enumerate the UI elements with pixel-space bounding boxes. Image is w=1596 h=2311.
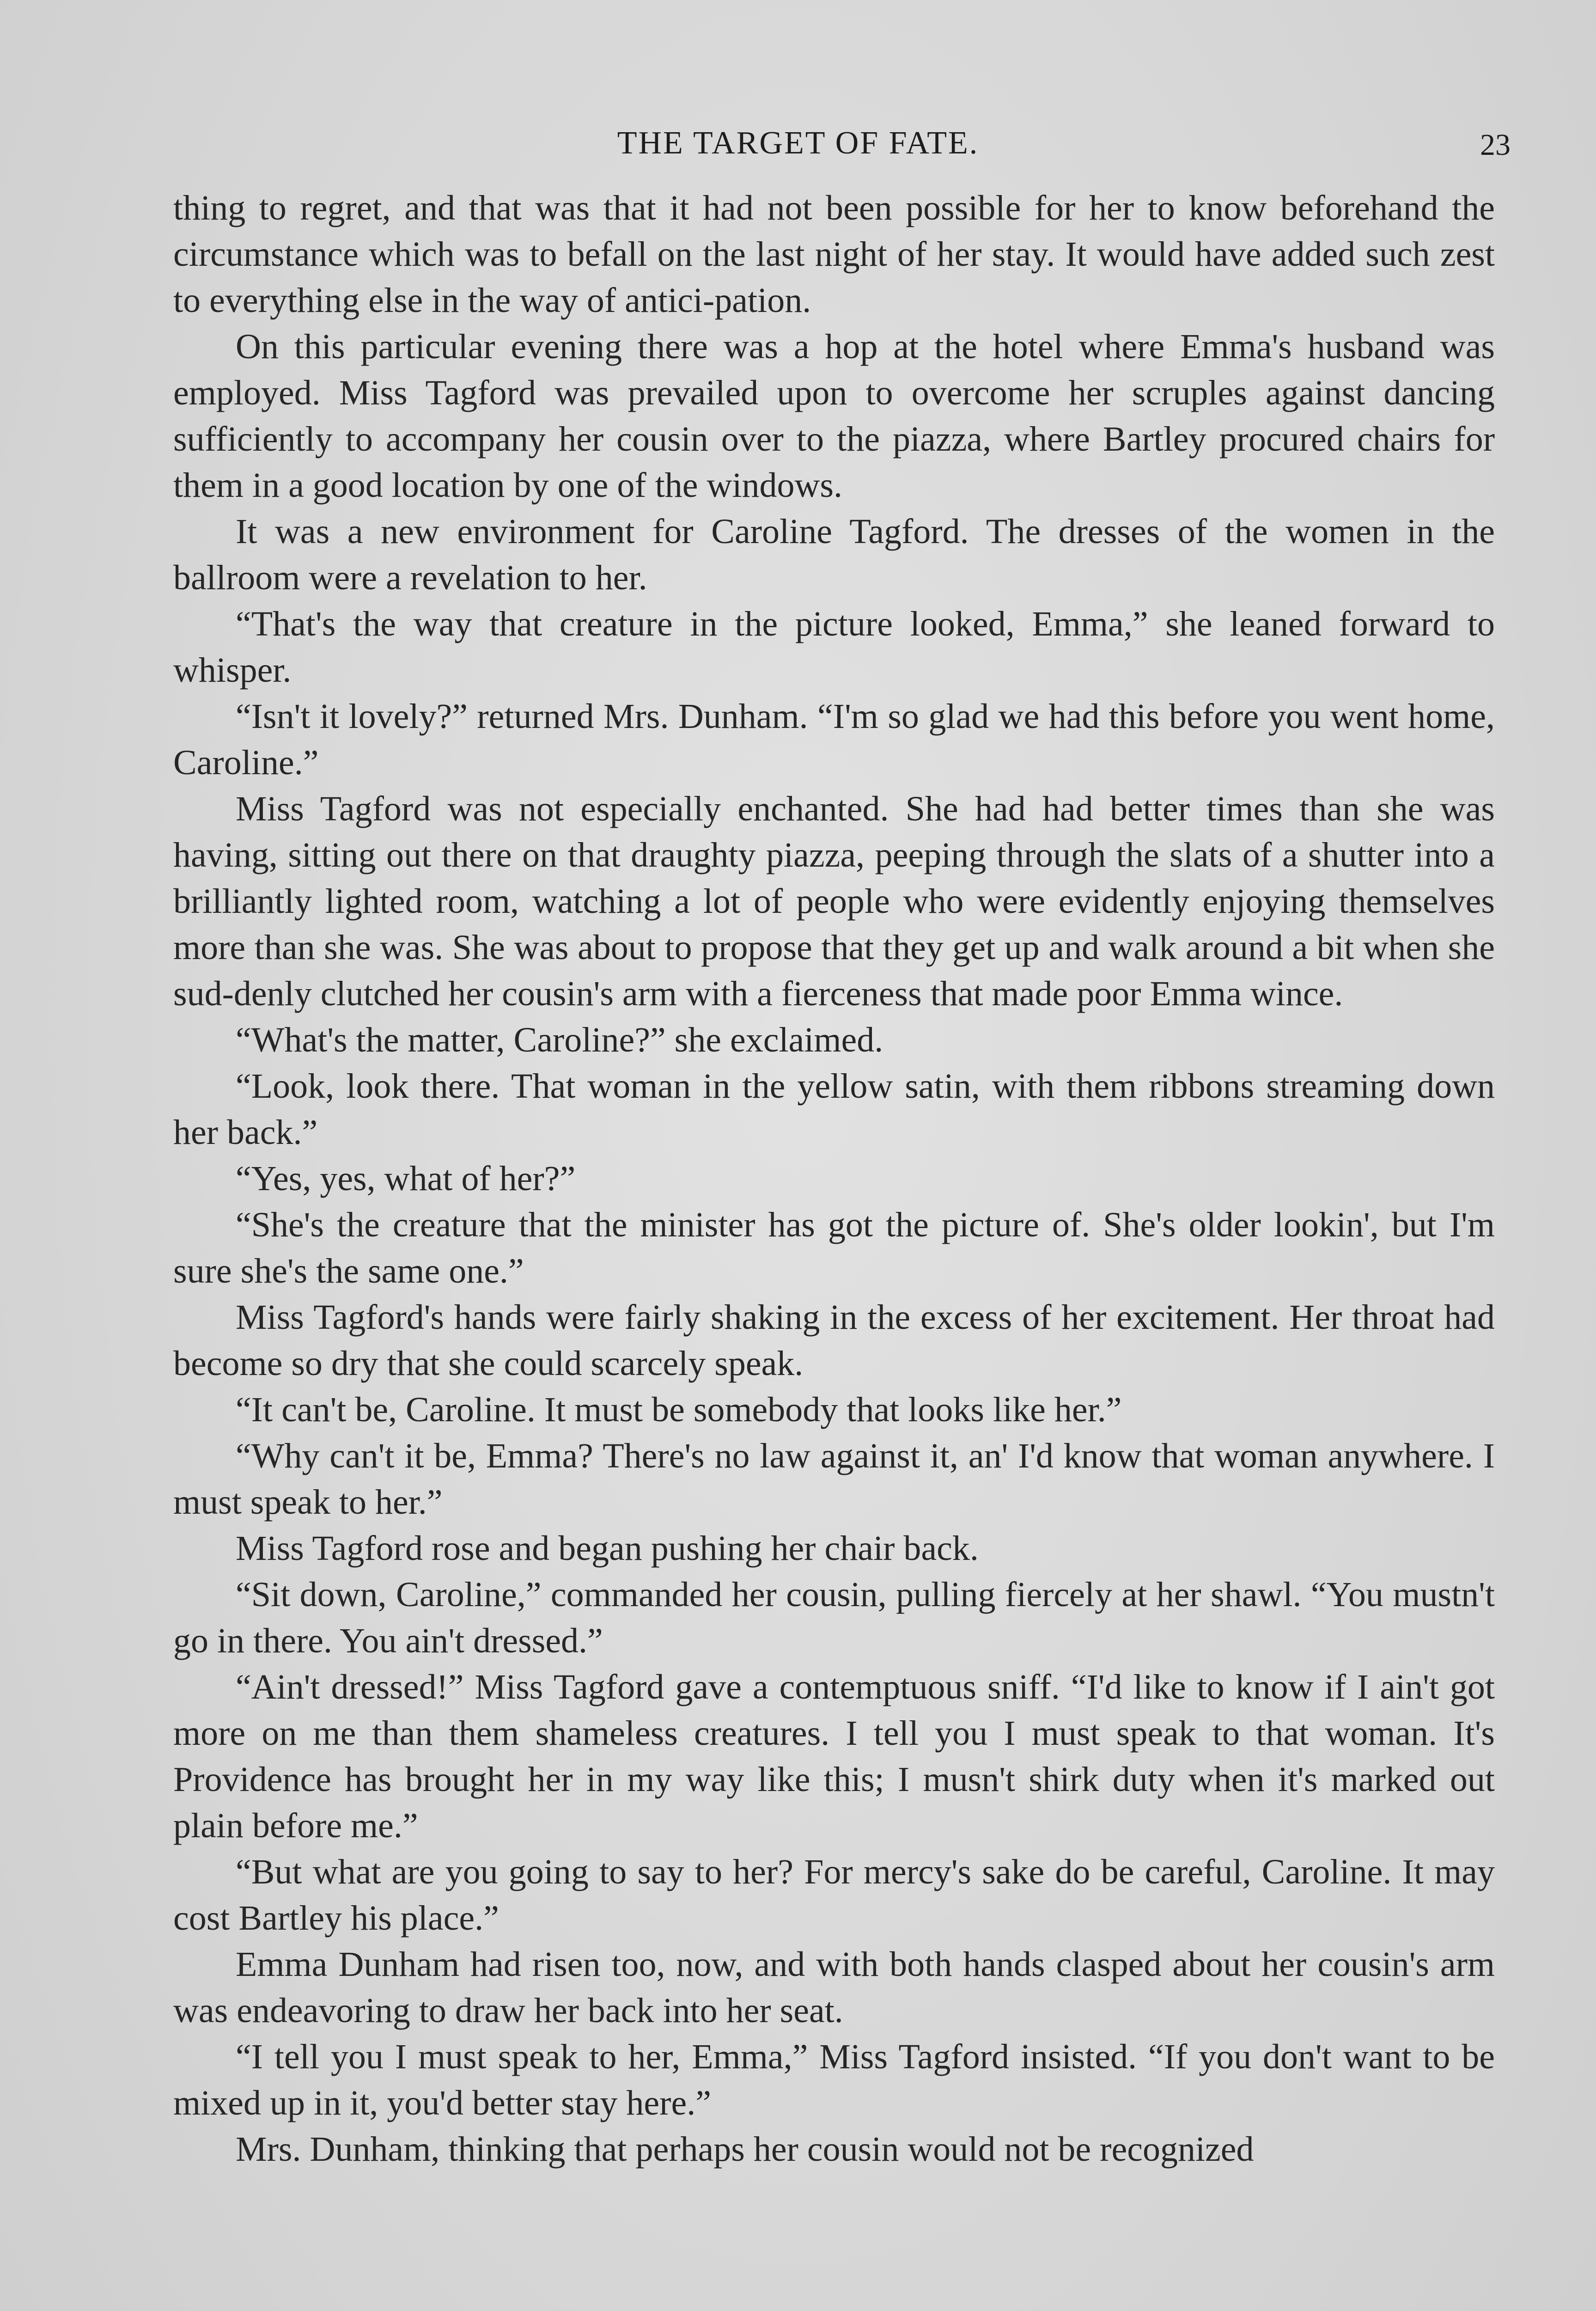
paragraph: “That's the way that creature in the picture looked, Emma,” she leaned forward to whisper. xyxy=(173,605,1495,690)
paragraph: “It can't be, Caroline. It must be somebody that looks like her.” xyxy=(236,1390,1122,1429)
paragraph: Emma Dunham had risen too, now, and with both hands clasped about her cousin's arm was endeavoring to draw her back into her seat. xyxy=(173,1945,1495,2030)
paragraph: “I tell you I must speak to her, Emma,” Miss Tagford insisted. “If you don't want to be mixed up in it, you'd better stay here.” xyxy=(173,2037,1495,2122)
paragraph: “Yes, yes, what of her?” xyxy=(236,1159,576,1198)
paragraph: “Ain't dressed!” Miss Tagford gave a contemptuous sniff. “I'd like to know if I ain't got more on me than them shameless creatures. I tell you I must speak to that woman. It's Providence has brought her in my way like this; I musn't shirk duty when it's marked out plain before me.” xyxy=(173,1668,1495,1845)
paragraph: It was a new environment for Caroline Tagford. The dresses of the women in the ballroom were a revelation to her. xyxy=(173,512,1495,597)
paragraph: “What's the matter, Caroline?” she exclaimed. xyxy=(236,1021,883,1059)
paragraph: “She's the creature that the minister has got the picture of. She's older lookin', but I'm sure she's the same one.” xyxy=(173,1205,1495,1290)
body-text xyxy=(173,185,1495,2311)
paragraph: “But what are you going to say to her? For mercy's sake do be careful, Caroline. It may cost Bartley his place.” xyxy=(173,1852,1495,1938)
paragraph: Mrs. Dunham, thinking that perhaps her cousin would not be recognized xyxy=(236,2130,1254,2169)
paragraph: Miss Tagford's hands were fairly shaking in the excess of her excitement. Her throat had become so dry that she could scarcely speak. xyxy=(173,1298,1495,1383)
paragraph: Miss Tagford rose and began pushing her chair back. xyxy=(236,1529,979,1568)
paragraph: Miss Tagford was not especially enchanted. She had had better times than she was having, sitting out there on that draughty piazza, peeping through the slats of a shutter into a brilliantly lighted room, watching a lot of people who were evidently enjoying themselves more than she was. She was about to propose that they get up and walk around a bit when she sud-denly clutched her cousin's arm with a fierceness that made poor Emma wince. xyxy=(173,789,1495,1013)
paragraph: “Look, look there. That woman in the yellow satin, with them ribbons streaming down her back.” xyxy=(173,1067,1495,1152)
paragraph: “Sit down, Caroline,” commanded her cousin, pulling fiercely at her shawl. “You mustn't go in there. You ain't dressed.” xyxy=(173,1575,1495,1660)
page-number: 23 xyxy=(1480,128,1511,162)
paragraph: “Isn't it lovely?” returned Mrs. Dunham. “I'm so glad we had this before you went home, Caroline.” xyxy=(173,697,1495,782)
running-head xyxy=(0,118,1596,169)
running-title: THE TARGET OF FATE. xyxy=(617,125,979,161)
paragraph: On this particular evening there was a hop at the hotel where Emma's husband was employed. Miss Tagford was prevailed upon to overcome her scruples against dancing sufficiently to accompany her cousin over to the piazza, where Bartley procured chairs for them in a good location by one of the windows. xyxy=(173,327,1495,505)
paragraph: thing to regret, and that was that it had not been possible for her to know beforehand the circumstance which was to befall on the last night of her stay. It would have added such zest to everything else in the way of antici-pation. xyxy=(173,189,1495,320)
paragraph: “Why can't it be, Emma? There's no law against it, an' I'd know that woman anywhere. I must speak to her.” xyxy=(173,1437,1495,1522)
